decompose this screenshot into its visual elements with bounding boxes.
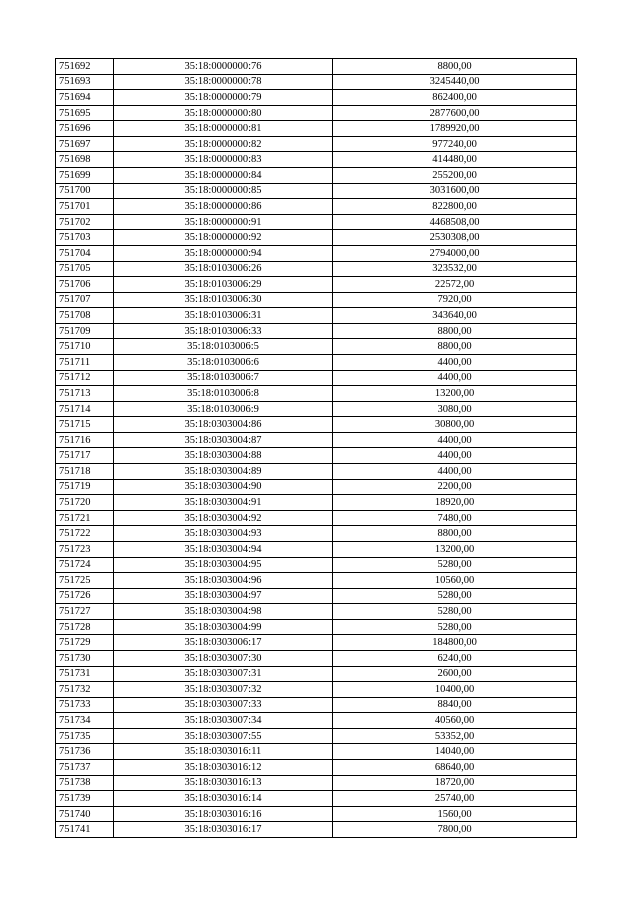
table-row: [56, 495, 577, 511]
row-number-cell: 751735: [56, 728, 114, 744]
row-number-cell: 751729: [56, 635, 114, 651]
table-row: [56, 775, 577, 791]
row-number-cell: 751732: [56, 682, 114, 698]
table-row: [56, 245, 577, 261]
cadastral-number-cell: 35:18:0303004:93: [114, 526, 333, 542]
row-number-cell: 751693: [56, 74, 114, 90]
cadastral-value-cell: 5280,00: [333, 619, 577, 635]
cadastral-number-cell: 35:18:0103006:29: [114, 277, 333, 293]
cadastral-number-cell: 35:18:0303007:33: [114, 697, 333, 713]
table-row: [56, 74, 577, 90]
row-number-cell: 751727: [56, 604, 114, 620]
table-row: [56, 713, 577, 729]
row-number-cell: 751723: [56, 541, 114, 557]
row-number-cell: 751730: [56, 650, 114, 666]
row-number-cell: 751695: [56, 105, 114, 121]
row-number-cell: 751708: [56, 308, 114, 324]
cadastral-number-cell: 35:18:0303004:99: [114, 619, 333, 635]
cadastral-value-cell: 18720,00: [333, 775, 577, 791]
table-row: [56, 401, 577, 417]
cadastral-value-cell: 1789920,00: [333, 121, 577, 137]
cadastral-value-cell: 3031600,00: [333, 183, 577, 199]
cadastral-value-cell: 6240,00: [333, 650, 577, 666]
cadastral-value-cell: 2530308,00: [333, 230, 577, 246]
table-row: [56, 354, 577, 370]
table-row: [56, 292, 577, 308]
table-row: [56, 541, 577, 557]
table-row: [56, 619, 577, 635]
table-row: [56, 105, 577, 121]
cadastral-number-cell: 35:18:0103006:6: [114, 354, 333, 370]
row-number-cell: 751720: [56, 495, 114, 511]
cadastral-value-cell: 7920,00: [333, 292, 577, 308]
table-row: [56, 635, 577, 651]
row-number-cell: 751698: [56, 152, 114, 168]
row-number-cell: 751703: [56, 230, 114, 246]
cadastral-value-cell: 68640,00: [333, 760, 577, 776]
row-number-cell: 751718: [56, 464, 114, 480]
cadastral-number-cell: 35:18:0103006:7: [114, 370, 333, 386]
row-number-cell: 751739: [56, 791, 114, 807]
row-number-cell: 751741: [56, 822, 114, 838]
table-row: [56, 386, 577, 402]
cadastral-number-cell: 35:18:0000000:91: [114, 214, 333, 230]
table-row: [56, 573, 577, 589]
table-row: [56, 760, 577, 776]
cadastral-number-cell: 35:18:0303004:90: [114, 479, 333, 495]
cadastral-number-cell: 35:18:0000000:85: [114, 183, 333, 199]
cadastral-value-cell: 13200,00: [333, 386, 577, 402]
row-number-cell: 751719: [56, 479, 114, 495]
row-number-cell: 751699: [56, 168, 114, 184]
table-row: [56, 59, 577, 75]
row-number-cell: 751740: [56, 806, 114, 822]
table-row: [56, 557, 577, 573]
table-row: [56, 183, 577, 199]
cadastral-value-cell: 3080,00: [333, 401, 577, 417]
cadastral-value-cell: 2794000,00: [333, 245, 577, 261]
table-row: [56, 822, 577, 838]
table-row: [56, 277, 577, 293]
cadastral-number-cell: 35:18:0000000:81: [114, 121, 333, 137]
cadastral-value-cell: 5280,00: [333, 588, 577, 604]
cadastral-number-cell: 35:18:0303004:96: [114, 573, 333, 589]
cadastral-value-cell: 10560,00: [333, 573, 577, 589]
cadastral-value-cell: 4400,00: [333, 370, 577, 386]
cadastral-value-cell: 1560,00: [333, 806, 577, 822]
cadastral-number-cell: 35:18:0000000:76: [114, 59, 333, 75]
cadastral-value-cell: 2877600,00: [333, 105, 577, 121]
cadastral-value-table: [55, 58, 577, 838]
cadastral-number-cell: 35:18:0000000:79: [114, 90, 333, 106]
table-row: [56, 728, 577, 744]
cadastral-value-cell: 8800,00: [333, 323, 577, 339]
table-row: [56, 697, 577, 713]
cadastral-value-cell: 30800,00: [333, 417, 577, 433]
cadastral-number-cell: 35:18:0303004:89: [114, 464, 333, 480]
cadastral-value-cell: 5280,00: [333, 557, 577, 573]
table-row: [56, 650, 577, 666]
cadastral-number-cell: 35:18:0000000:83: [114, 152, 333, 168]
cadastral-number-cell: 35:18:0103006:8: [114, 386, 333, 402]
cadastral-value-cell: 10400,00: [333, 682, 577, 698]
cadastral-number-cell: 35:18:0303007:55: [114, 728, 333, 744]
cadastral-value-cell: 822800,00: [333, 199, 577, 215]
row-number-cell: 751701: [56, 199, 114, 215]
cadastral-value-cell: 14040,00: [333, 744, 577, 760]
cadastral-value-cell: 7800,00: [333, 822, 577, 838]
cadastral-value-cell: 8800,00: [333, 339, 577, 355]
row-number-cell: 751702: [56, 214, 114, 230]
row-number-cell: 751734: [56, 713, 114, 729]
row-number-cell: 751736: [56, 744, 114, 760]
cadastral-number-cell: 35:18:0103006:30: [114, 292, 333, 308]
table-row: [56, 464, 577, 480]
table-row: [56, 370, 577, 386]
row-number-cell: 751738: [56, 775, 114, 791]
cadastral-number-cell: 35:18:0303016:13: [114, 775, 333, 791]
cadastral-number-cell: 35:18:0303016:12: [114, 760, 333, 776]
row-number-cell: 751726: [56, 588, 114, 604]
cadastral-number-cell: 35:18:0303004:98: [114, 604, 333, 620]
cadastral-value-cell: 4468508,00: [333, 214, 577, 230]
row-number-cell: 751717: [56, 448, 114, 464]
cadastral-number-cell: 35:18:0103006:26: [114, 261, 333, 277]
row-number-cell: 751706: [56, 277, 114, 293]
table-row: [56, 666, 577, 682]
cadastral-value-cell: 7480,00: [333, 510, 577, 526]
cadastral-number-cell: 35:18:0303004:92: [114, 510, 333, 526]
row-number-cell: 751711: [56, 354, 114, 370]
row-number-cell: 751725: [56, 573, 114, 589]
table-row: [56, 806, 577, 822]
table-row: [56, 214, 577, 230]
row-number-cell: 751700: [56, 183, 114, 199]
cadastral-number-cell: 35:18:0000000:86: [114, 199, 333, 215]
row-number-cell: 751714: [56, 401, 114, 417]
cadastral-number-cell: 35:18:0303004:97: [114, 588, 333, 604]
row-number-cell: 751694: [56, 90, 114, 106]
cadastral-number-cell: 35:18:0303004:94: [114, 541, 333, 557]
row-number-cell: 751707: [56, 292, 114, 308]
row-number-cell: 751721: [56, 510, 114, 526]
row-number-cell: 751705: [56, 261, 114, 277]
row-number-cell: 751716: [56, 432, 114, 448]
row-number-cell: 751696: [56, 121, 114, 137]
row-number-cell: 751731: [56, 666, 114, 682]
table-row: [56, 152, 577, 168]
cadastral-number-cell: 35:18:0103006:33: [114, 323, 333, 339]
cadastral-value-cell: 2600,00: [333, 666, 577, 682]
cadastral-value-cell: 414480,00: [333, 152, 577, 168]
cadastral-number-cell: 35:18:0303004:88: [114, 448, 333, 464]
cadastral-value-cell: 977240,00: [333, 136, 577, 152]
table-row: [56, 308, 577, 324]
cadastral-number-cell: 35:18:0103006:31: [114, 308, 333, 324]
cadastral-value-cell: 4400,00: [333, 464, 577, 480]
table-row: [56, 90, 577, 106]
row-number-cell: 751728: [56, 619, 114, 635]
table-row: [56, 121, 577, 137]
cadastral-number-cell: 35:18:0303007:30: [114, 650, 333, 666]
cadastral-number-cell: 35:18:0000000:92: [114, 230, 333, 246]
row-number-cell: 751697: [56, 136, 114, 152]
table-row: [56, 479, 577, 495]
cadastral-value-cell: 3245440,00: [333, 74, 577, 90]
cadastral-number-cell: 35:18:0000000:78: [114, 74, 333, 90]
cadastral-value-cell: 25740,00: [333, 791, 577, 807]
cadastral-number-cell: 35:18:0303007:34: [114, 713, 333, 729]
cadastral-number-cell: 35:18:0303004:87: [114, 432, 333, 448]
table-row: [56, 448, 577, 464]
cadastral-number-cell: 35:18:0000000:84: [114, 168, 333, 184]
cadastral-value-cell: 40560,00: [333, 713, 577, 729]
row-number-cell: 751724: [56, 557, 114, 573]
cadastral-value-cell: 4400,00: [333, 432, 577, 448]
row-number-cell: 751737: [56, 760, 114, 776]
cadastral-number-cell: 35:18:0103006:9: [114, 401, 333, 417]
cadastral-value-cell: 18920,00: [333, 495, 577, 511]
cadastral-number-cell: 35:18:0303016:17: [114, 822, 333, 838]
cadastral-value-cell: 53352,00: [333, 728, 577, 744]
table-row: [56, 604, 577, 620]
cadastral-number-cell: 35:18:0000000:80: [114, 105, 333, 121]
cadastral-number-cell: 35:18:0303007:31: [114, 666, 333, 682]
cadastral-value-cell: 8800,00: [333, 526, 577, 542]
table-row: [56, 339, 577, 355]
cadastral-value-cell: 22572,00: [333, 277, 577, 293]
cadastral-value-cell: 4400,00: [333, 448, 577, 464]
table-row: [56, 136, 577, 152]
table-row: [56, 510, 577, 526]
table-row: [56, 417, 577, 433]
cadastral-number-cell: 35:18:0303004:91: [114, 495, 333, 511]
cadastral-value-cell: 862400,00: [333, 90, 577, 106]
cadastral-value-cell: 2200,00: [333, 479, 577, 495]
cadastral-number-cell: 35:18:0303007:32: [114, 682, 333, 698]
table-row: [56, 791, 577, 807]
row-number-cell: 751709: [56, 323, 114, 339]
cadastral-number-cell: 35:18:0303004:95: [114, 557, 333, 573]
table-row: [56, 682, 577, 698]
cadastral-value-cell: 8840,00: [333, 697, 577, 713]
table-row: [56, 744, 577, 760]
cadastral-number-cell: 35:18:0303006:17: [114, 635, 333, 651]
cadastral-number-cell: 35:18:0000000:94: [114, 245, 333, 261]
cadastral-value-cell: 343640,00: [333, 308, 577, 324]
cadastral-value-cell: 323532,00: [333, 261, 577, 277]
table-row: [56, 526, 577, 542]
cadastral-value-cell: 5280,00: [333, 604, 577, 620]
cadastral-number-cell: 35:18:0000000:82: [114, 136, 333, 152]
cadastral-number-cell: 35:18:0303016:11: [114, 744, 333, 760]
row-number-cell: 751710: [56, 339, 114, 355]
table-row: [56, 230, 577, 246]
cadastral-value-cell: 13200,00: [333, 541, 577, 557]
cadastral-value-cell: 4400,00: [333, 354, 577, 370]
cadastral-value-cell: 255200,00: [333, 168, 577, 184]
table-row: [56, 199, 577, 215]
table-row: [56, 261, 577, 277]
table-row: [56, 588, 577, 604]
cadastral-number-cell: 35:18:0103006:5: [114, 339, 333, 355]
table-body: [56, 59, 577, 838]
cadastral-number-cell: 35:18:0303004:86: [114, 417, 333, 433]
row-number-cell: 751733: [56, 697, 114, 713]
cadastral-value-cell: 8800,00: [333, 59, 577, 75]
row-number-cell: 751712: [56, 370, 114, 386]
cadastral-number-cell: 35:18:0303016:16: [114, 806, 333, 822]
cadastral-value-cell: 184800,00: [333, 635, 577, 651]
row-number-cell: 751722: [56, 526, 114, 542]
table-row: [56, 168, 577, 184]
row-number-cell: 751713: [56, 386, 114, 402]
cadastral-number-cell: 35:18:0303016:14: [114, 791, 333, 807]
table-row: [56, 432, 577, 448]
row-number-cell: 751704: [56, 245, 114, 261]
table-row: [56, 323, 577, 339]
row-number-cell: 751692: [56, 59, 114, 75]
row-number-cell: 751715: [56, 417, 114, 433]
